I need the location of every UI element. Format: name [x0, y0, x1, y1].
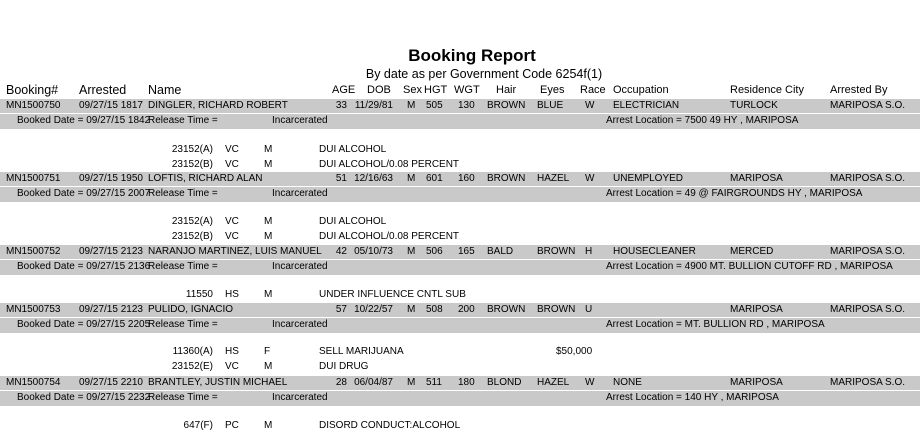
- residence-city-value: MARIPOSA: [730, 304, 783, 315]
- arrested-by-value: MARIPOSA S.O.: [830, 173, 906, 184]
- header-residence-city: Residence City: [730, 84, 804, 96]
- charge-type: HS: [225, 289, 239, 300]
- row-divider: [0, 259, 920, 260]
- header-sex: Sex: [403, 84, 422, 96]
- report-subtitle: By date as per Government Code 6254f(1): [365, 67, 603, 81]
- row-divider: [0, 390, 920, 391]
- release-time: Release Time =: [148, 188, 218, 199]
- charge-type: VC: [225, 360, 239, 372]
- race-value: H: [585, 246, 593, 257]
- arrest-location: Arrest Location = 4900 MT. BULLION CUTOFF RD , MARIPOSA: [606, 261, 893, 272]
- height-value: 508: [426, 304, 443, 315]
- arrested-datetime: 09/27/15 2210: [79, 377, 143, 388]
- person-name: DINGLER, RICHARD ROBERT: [148, 100, 288, 111]
- arrested-datetime: 09/27/15 1817: [79, 100, 143, 111]
- booked-date: Booked Date = 09/27/15 2007: [17, 188, 151, 199]
- charge-description: DUI ALCOHOL: [319, 216, 387, 227]
- header-arrested-by: Arrested By: [830, 84, 888, 96]
- charge-level: M: [264, 158, 273, 170]
- hair-value: BROWN: [487, 304, 526, 315]
- occupation-value: HOUSECLEANER: [613, 246, 696, 257]
- header-race: Race: [580, 84, 606, 96]
- arrest-location: Arrest Location = 49 @ FAIRGROUNDS HY , MARIPOSA: [606, 188, 863, 199]
- age-value: 42: [335, 246, 347, 257]
- charge-level: M: [264, 360, 273, 372]
- row-divider: [0, 113, 920, 114]
- occupation-value: ELECTRICIAN: [613, 100, 680, 111]
- bail-amount: $50,000: [556, 346, 593, 357]
- age-value: 28: [335, 377, 347, 388]
- arrested-datetime: 09/27/15 2123: [79, 304, 143, 315]
- charge-description: DISORD CONDUCT:ALCOHOL: [319, 420, 461, 431]
- booking-number: MN1500754: [6, 377, 61, 388]
- height-value: 511: [426, 377, 442, 388]
- weight-value: 130: [458, 100, 475, 111]
- dob-value: 10/22/57: [354, 304, 393, 315]
- dob-value: 05/10/73: [354, 246, 393, 257]
- residence-city-value: MERCED: [730, 246, 774, 257]
- charge-type: VC: [225, 216, 239, 227]
- booked-date: Booked Date = 09/27/15 1842: [17, 115, 151, 126]
- weight-value: 165: [458, 246, 475, 257]
- charge-description: DUI DRUG: [319, 360, 369, 372]
- person-name: NARANJO MARTINEZ, LUIS MANUEL: [148, 246, 322, 257]
- sex-value: M: [407, 100, 416, 111]
- booked-date: Booked Date = 09/27/15 2205: [17, 319, 151, 330]
- charge-type: VC: [225, 230, 239, 242]
- charge-code: 23152(B): [171, 158, 213, 170]
- hair-value: BALD: [487, 246, 514, 257]
- header-hgt: HGT: [424, 84, 448, 96]
- arrested-datetime: 09/27/15 2123: [79, 246, 143, 257]
- charge-level: M: [264, 230, 273, 242]
- charge-level: M: [264, 216, 273, 227]
- arrest-location: Arrest Location = MT. BULLION RD , MARIPOSA: [606, 319, 825, 330]
- custody-status: Incarcerated: [272, 188, 328, 199]
- release-time: Release Time =: [148, 115, 218, 126]
- race-value: W: [585, 173, 595, 184]
- header-occupation: Occupation: [613, 84, 669, 96]
- header-age: AGE: [332, 84, 356, 96]
- race-value: W: [585, 100, 595, 111]
- charge-code: 647(F): [183, 420, 213, 431]
- charge-code: 11550: [185, 289, 213, 300]
- age-value: 51: [335, 173, 347, 184]
- person-name: PULIDO, IGNACIO: [148, 304, 234, 315]
- hair-value: BROWN: [487, 173, 526, 184]
- occupation-value: UNEMPLOYED: [613, 173, 684, 184]
- arrested-by-value: MARIPOSA S.O.: [830, 100, 906, 111]
- custody-status: Incarcerated: [272, 115, 328, 126]
- charge-code: 23152(E): [171, 360, 213, 372]
- custody-status: Incarcerated: [272, 392, 328, 403]
- custody-status: Incarcerated: [272, 261, 328, 272]
- sex-value: M: [407, 304, 416, 315]
- race-value: W: [585, 377, 595, 388]
- arrested-by-value: MARIPOSA S.O.: [830, 377, 906, 388]
- charge-type: HS: [225, 346, 239, 357]
- charge-code: 23152(A): [171, 144, 213, 155]
- booking-number: MN1500751: [6, 173, 61, 184]
- charge-description: UNDER INFLUENCE CNTL SUB: [319, 289, 466, 300]
- row-divider: [0, 186, 920, 187]
- weight-value: 180: [458, 377, 475, 388]
- sex-value: M: [407, 246, 416, 257]
- eyes-value: HAZEL: [537, 377, 570, 388]
- dob-value: 11/29/81: [354, 100, 393, 111]
- charge-level: M: [264, 289, 273, 300]
- charge-code: 11360(A): [172, 346, 213, 357]
- release-time: Release Time =: [148, 319, 218, 330]
- custody-status: Incarcerated: [272, 319, 328, 330]
- booking-number: MN1500750: [6, 100, 61, 111]
- charge-code: 23152(A): [171, 216, 213, 227]
- race-value: U: [585, 304, 593, 315]
- person-name: BRANTLEY, JUSTIN MICHAEL: [148, 377, 288, 388]
- sex-value: M: [407, 377, 416, 388]
- row-divider: [0, 317, 920, 318]
- header-dob: DOB: [367, 84, 391, 96]
- report-title: Booking Report: [408, 46, 536, 65]
- age-value: 57: [335, 304, 347, 315]
- weight-value: 160: [458, 173, 475, 184]
- residence-city-value: TURLOCK: [730, 100, 778, 111]
- eyes-value: BROWN: [537, 246, 576, 257]
- booking-number: MN1500753: [6, 304, 61, 315]
- height-value: 505: [426, 100, 443, 111]
- release-time: Release Time =: [148, 261, 218, 272]
- height-value: 601: [426, 173, 443, 184]
- booked-date: Booked Date = 09/27/15 2136: [17, 261, 151, 272]
- sex-value: M: [407, 173, 416, 184]
- eyes-value: HAZEL: [537, 173, 570, 184]
- hair-value: BLOND: [487, 377, 522, 388]
- person-name: LOFTIS, RICHARD ALAN: [148, 173, 263, 184]
- header-wgt: WGT: [454, 84, 480, 96]
- weight-value: 200: [458, 304, 475, 315]
- height-value: 506: [426, 246, 443, 257]
- header-hair: Hair: [496, 84, 517, 96]
- arrest-location: Arrest Location = 7500 49 HY , MARIPOSA: [606, 115, 799, 126]
- charge-description: DUI ALCOHOL: [319, 144, 387, 155]
- charge-description: SELL MARIJUANA: [319, 346, 404, 357]
- release-time: Release Time =: [148, 392, 218, 403]
- eyes-value: BROWN: [537, 304, 576, 315]
- charge-code: 23152(B): [171, 230, 213, 242]
- residence-city-value: MARIPOSA: [730, 173, 783, 184]
- charge-description: DUI ALCOHOL/0.08 PERCENT: [319, 230, 460, 242]
- charge-type: PC: [225, 420, 239, 431]
- arrest-location: Arrest Location = 140 HY , MARIPOSA: [606, 392, 779, 403]
- charge-type: VC: [225, 144, 239, 155]
- charge-level: F: [264, 346, 271, 357]
- arrested-by-value: MARIPOSA S.O.: [830, 304, 906, 315]
- booking-number: MN1500752: [6, 246, 61, 257]
- dob-value: 12/16/63: [354, 173, 393, 184]
- header-eyes: Eyes: [540, 84, 565, 96]
- hair-value: BROWN: [487, 100, 526, 111]
- residence-city-value: MARIPOSA: [730, 377, 783, 388]
- booked-date: Booked Date = 09/27/15 2232: [17, 392, 151, 403]
- arrested-datetime: 09/27/15 1950: [79, 173, 143, 184]
- charge-level: M: [264, 144, 273, 155]
- header-arrested: Arrested: [79, 83, 127, 97]
- arrested-by-value: MARIPOSA S.O.: [830, 246, 906, 257]
- charge-type: VC: [225, 158, 239, 170]
- charge-level: M: [264, 420, 273, 431]
- dob-value: 06/04/87: [354, 377, 393, 388]
- age-value: 33: [335, 100, 347, 111]
- eyes-value: BLUE: [537, 100, 564, 111]
- header-booking: Booking#: [6, 83, 59, 97]
- header-name: Name: [148, 83, 182, 97]
- occupation-value: NONE: [613, 377, 642, 388]
- charge-description: DUI ALCOHOL/0.08 PERCENT: [319, 158, 460, 170]
